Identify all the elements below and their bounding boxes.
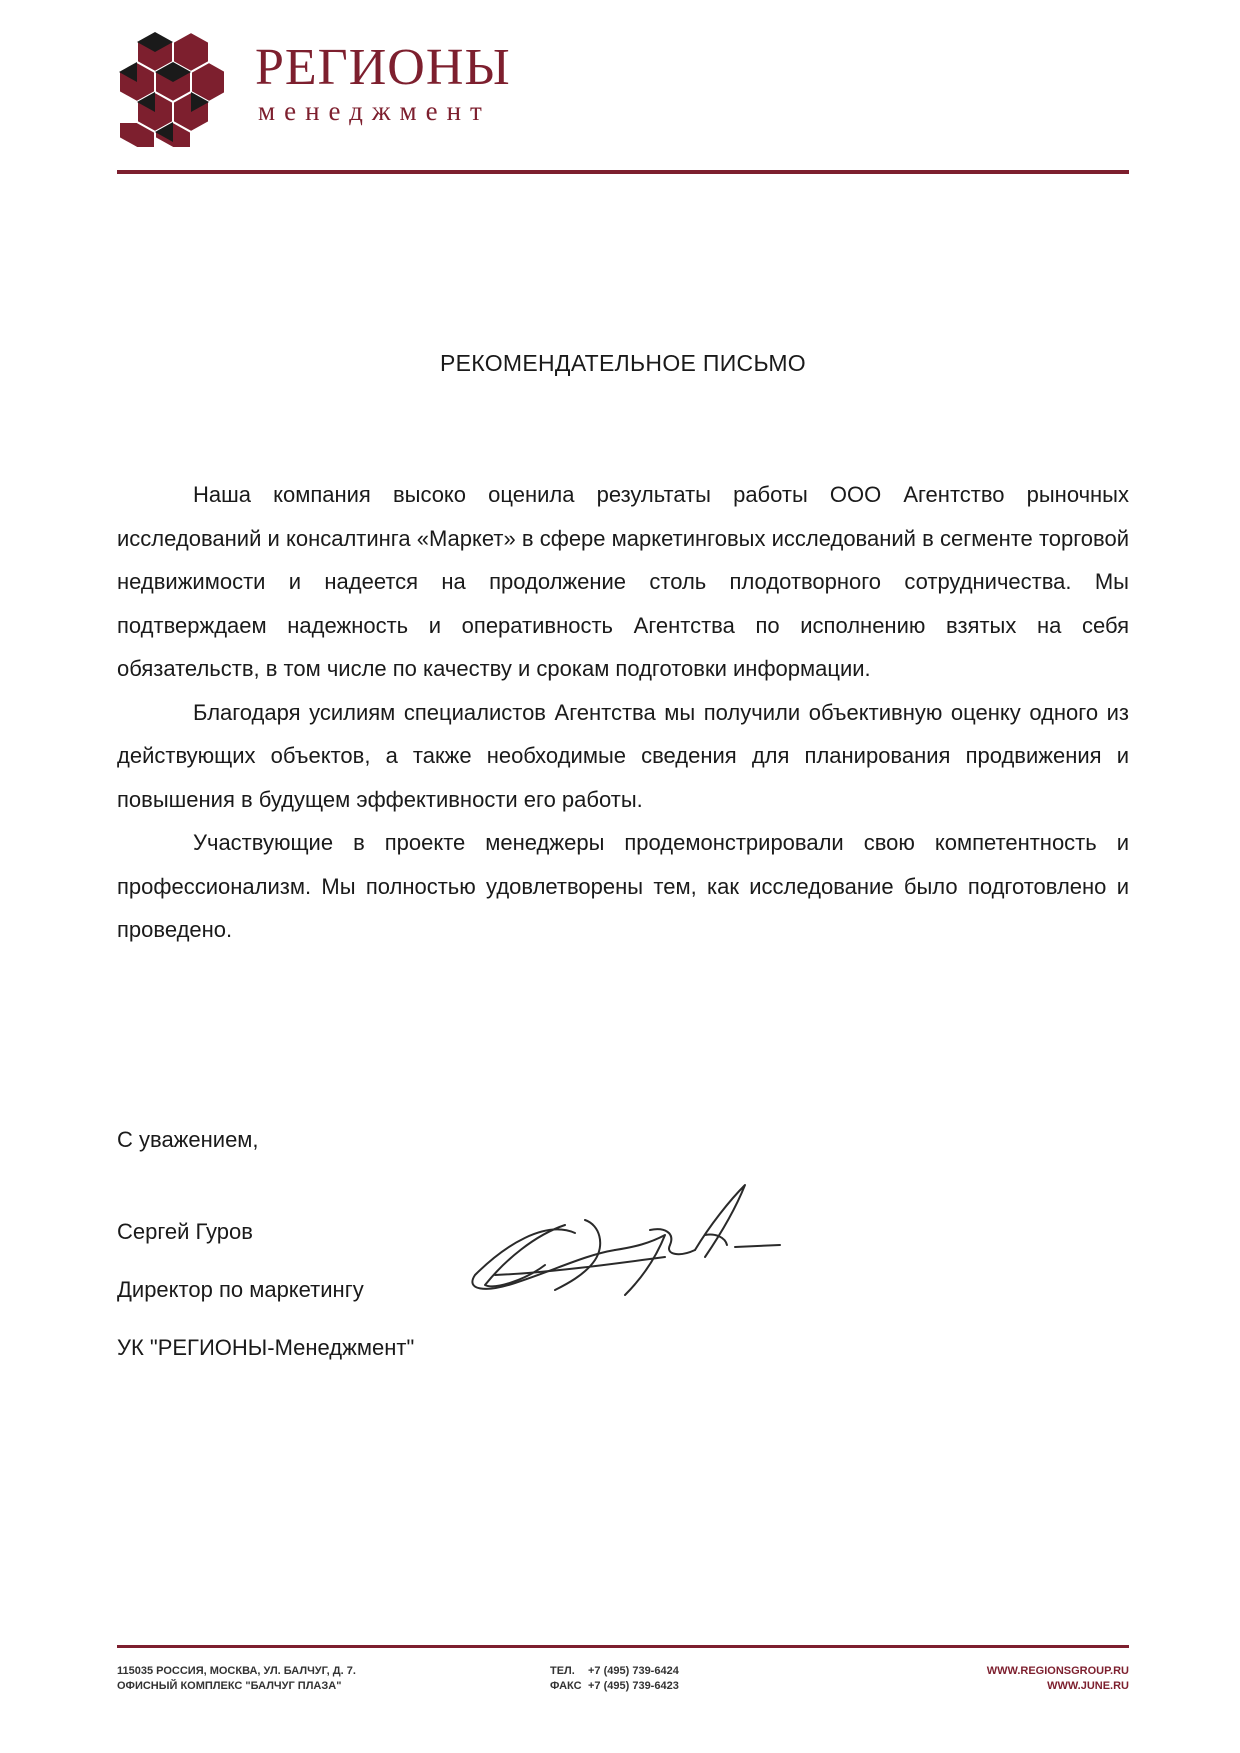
brand-subtitle: менеджмент (258, 96, 491, 126)
paragraph-2: Благодаря усилиям специалистов Агентства мы получили объективную оценку одного из действующих объектов, а также необходимые сведения для планирования продвижения и повышения в будущем эффективности его работы. (117, 699, 1129, 812)
document-title: РЕКОМЕНДАТЕЛЬНОЕ ПИСЬМО (440, 350, 806, 376)
website-link[interactable]: WWW.JUNE.RU (1047, 1680, 1129, 1692)
signatory-position: Директор по маркетингу (117, 1277, 364, 1302)
closing-salutation: С уважением, (117, 1127, 259, 1152)
signatory-company: УК "РЕГИОНЫ-Менеджмент" (117, 1335, 415, 1360)
fax-line (550, 1679, 679, 1694)
letter-body (117, 473, 1129, 952)
handwritten-signature-icon (465, 1165, 785, 1315)
fax-label: ФАКС (550, 1680, 582, 1692)
phone-number: +7 (495) 739-6424 (588, 1665, 679, 1677)
address-line: 115035 РОССИЯ, МОСКВА, УЛ. БАЛЧУГ, Д. 7. (117, 1665, 356, 1677)
brand-name: РЕГИОНЫ (255, 39, 511, 96)
paragraph-1: Наша компания высоко оценила результаты работы ООО Агентство рыночных исследований и консалтинга «Маркет» в сфере маркетинговых исследований в сегменте торговой недвижимости и надеется на продолжение столь плодотворного сотрудничества. Мы подтверждаем надежность и оперативность Агентства по исполнению взятых на себя обязательств, в том числе по качеству и срокам подготовки информации. (117, 482, 1129, 681)
phone-line (550, 1664, 679, 1679)
paragraph-3: Участвующие в проекте менеджеры продемонстрировали свою компетентность и профессионализм. Мы полностью удовлетворены тем, как исследование было подготовлено и проведено. (117, 830, 1129, 942)
footer-websites (987, 1664, 1129, 1694)
phone-label: ТЕЛ. (550, 1665, 575, 1677)
address-line: ОФИСНЫЙ КОМПЛЕКС "БАЛЧУГ ПЛАЗА" (117, 1680, 342, 1692)
website-link[interactable]: WWW.REGIONSGROUP.RU (986, 1665, 1129, 1677)
signatory-name: Сергей Гуров (117, 1219, 253, 1244)
company-logo-icon (115, 30, 225, 150)
footer-contacts (550, 1664, 679, 1694)
footer-address (117, 1664, 356, 1694)
fax-number: +7 (495) 739-6423 (588, 1680, 679, 1692)
footer-divider (117, 1645, 1129, 1648)
header-divider (117, 170, 1129, 174)
